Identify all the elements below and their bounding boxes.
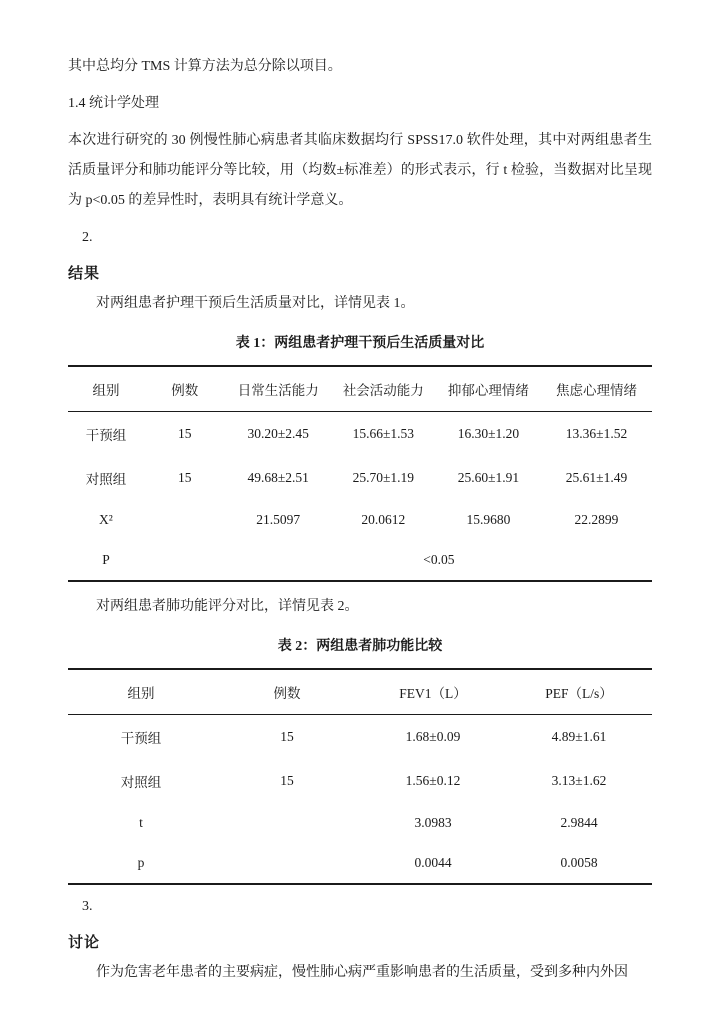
table2-row-intervention xyxy=(68,715,652,760)
table-cell: 对照组 xyxy=(120,775,162,790)
table-cell: 3.13±1.62 xyxy=(551,773,607,788)
table1-quality-of-life xyxy=(68,365,652,582)
table-cell: 25.61±1.49 xyxy=(565,470,628,485)
table1-header-anxiety: 焦虑心理情绪 xyxy=(555,383,637,398)
table-cell: 15 xyxy=(178,470,192,485)
table-cell: 21.5097 xyxy=(256,512,301,527)
table-cell-p-label: P xyxy=(102,552,110,567)
table-cell: 15 xyxy=(280,729,294,744)
table-cell: 干预组 xyxy=(85,428,127,443)
table-cell: 25.60±1.91 xyxy=(457,470,520,485)
table-cell xyxy=(214,803,360,843)
table-cell: 15.9680 xyxy=(466,512,511,527)
table-cell: 13.36±1.52 xyxy=(565,426,628,441)
table2-header-group: 组别 xyxy=(127,686,155,701)
table2-row-p xyxy=(68,843,652,884)
list-item-3: 3. xyxy=(82,899,93,914)
table1-header-daily-living: 日常生活能力 xyxy=(237,383,319,398)
table1-header-n: 例数 xyxy=(171,383,199,398)
paragraph-table2-intro: 对两组患者肺功能评分对比，详情见表 2。 xyxy=(96,599,359,614)
table-cell: 49.68±2.51 xyxy=(247,470,309,485)
table-cell: 0.0044 xyxy=(414,855,452,870)
table1-header-depression: 抑郁心理情绪 xyxy=(447,383,529,398)
table1-row-chi-square xyxy=(68,500,652,540)
table1-header-social-activity: 社会活动能力 xyxy=(342,383,424,398)
table2-header-pef: PEF（L/s） xyxy=(545,686,613,701)
table-cell: 30.20±2.45 xyxy=(247,426,309,441)
table-cell: 1.68±0.09 xyxy=(405,729,461,744)
table-cell: 20.0612 xyxy=(361,512,406,527)
table-cell: 15.66±1.53 xyxy=(352,426,415,441)
table-cell: 15 xyxy=(280,773,294,788)
table-cell: 22.2899 xyxy=(574,512,619,527)
table-cell: 2.9844 xyxy=(560,815,598,830)
heading-results: 结果 xyxy=(68,266,101,282)
table2-row-t xyxy=(68,803,652,843)
table-cell: 3.0983 xyxy=(414,815,452,830)
table2-header-n: 例数 xyxy=(273,686,301,701)
paragraph-tms: 其中总均分 TMS 计算方法为总分除以项目。 xyxy=(68,59,342,74)
paragraph-discussion: 作为危害老年患者的主要病症，慢性肺心病严重影响患者的生活质量，受到多种内外因 xyxy=(96,965,628,980)
table2-lung-function xyxy=(68,668,652,885)
list-item-2: 2. xyxy=(82,230,93,245)
table2-header-row xyxy=(68,669,652,715)
table-cell: p xyxy=(137,855,145,870)
table-cell xyxy=(214,843,360,884)
table1-title: 表 1：两组患者护理干预后生活质量对比 xyxy=(235,336,485,351)
heading-discussion: 讨论 xyxy=(68,935,101,951)
table-cell: 25.70±1.19 xyxy=(352,470,415,485)
table-cell-p-value: <0.05 xyxy=(423,552,455,567)
table-cell: 1.56±0.12 xyxy=(405,773,461,788)
table1-row-intervention xyxy=(68,412,652,457)
paragraph-table1-intro: 对两组患者护理干预后生活质量对比，详情见表 1。 xyxy=(96,296,415,311)
table-cell: 对照组 xyxy=(85,472,127,487)
table1-header-row xyxy=(68,366,652,412)
table1-row-control xyxy=(68,456,652,500)
table2-header-fev1: FEV1（L） xyxy=(399,686,467,701)
section-heading-1-4: 1.4 统计学处理 xyxy=(68,96,159,111)
table-cell: 0.0058 xyxy=(560,855,598,870)
table-cell: t xyxy=(139,815,143,830)
table-cell: 4.89±1.61 xyxy=(551,729,607,744)
table2-title: 表 2：两组患者肺功能比较 xyxy=(277,639,443,654)
table-cell: 干预组 xyxy=(120,731,162,746)
paragraph-statistics: 本次进行研究的 30 例慢性肺心病患者其临床数据均行 SPSS17.0 软件处理，其中对两组患者生活质量评分和肺功能评分等比较，用（均数±标准差）的形式表示，行 t 检验，当数据对比呈现为 p<0.05 的差异性时，表明具有统计学意义。 xyxy=(68,133,652,208)
table1-row-p xyxy=(68,540,652,581)
table1-header-group: 组别 xyxy=(92,383,120,398)
table-cell: 16.30±1.20 xyxy=(457,426,520,441)
table-cell xyxy=(144,500,226,540)
table-cell: X² xyxy=(99,512,113,527)
table-cell: 15 xyxy=(178,426,192,441)
table2-row-control xyxy=(68,759,652,803)
table-cell xyxy=(144,540,226,581)
